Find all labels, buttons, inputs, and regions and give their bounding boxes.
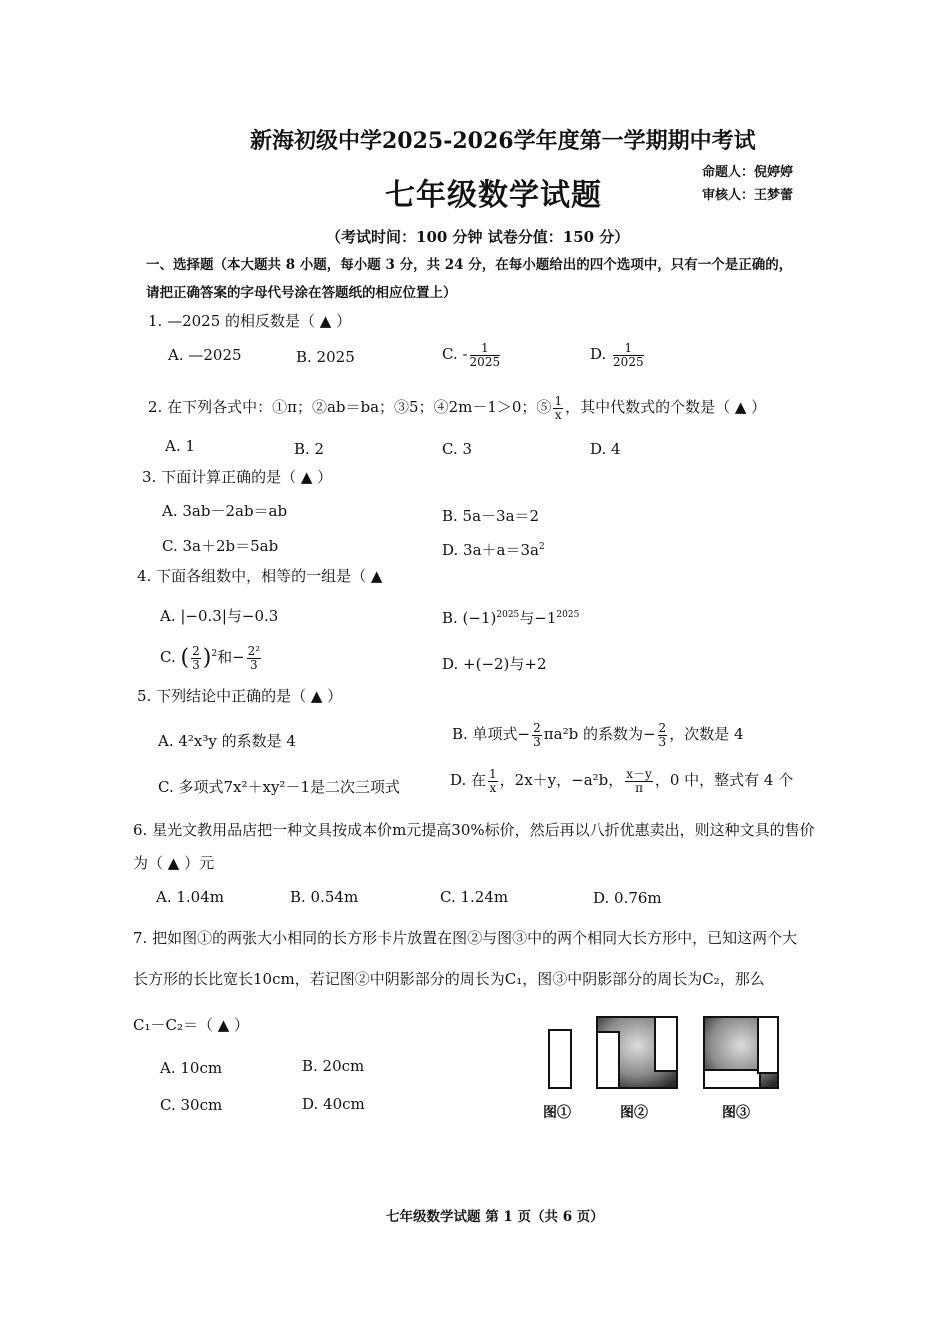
q5-option-d-pre: D. 在 — [450, 771, 487, 790]
q2-option-b: B. 2 — [294, 440, 325, 458]
q1-option-d-fraction — [613, 342, 644, 368]
fraction-denominator: 2025 — [613, 354, 644, 369]
q7-option-d: D. 40cm — [302, 1095, 365, 1113]
q4-option-c-label: C. — [160, 648, 176, 667]
fraction-denominator: 2025 — [469, 354, 501, 369]
q5-option-d-suffix: ，0 中，整式有 4 个 — [654, 771, 794, 790]
exponent: 2025 — [556, 610, 580, 620]
q4-option-b — [442, 607, 579, 628]
q4-option-c — [160, 645, 263, 671]
fraction-denominator: 3 — [533, 734, 541, 749]
q3-option-c: C. 3a＋2b＝5ab — [162, 537, 279, 555]
fraction-denominator: 3 — [192, 657, 200, 672]
q2-stem — [148, 395, 766, 421]
q6-stem-line1: 6. 星光文教用品店把一种文具按成本价m元提高30%标价，然后再以八折优惠卖出，则这种文具的售价 — [133, 821, 815, 839]
q5-option-b-suffix: ，次数是 4 — [669, 725, 744, 744]
q1-stem: 1. —2025 的相反数是（ ▲ ） — [148, 312, 352, 330]
figure1-card — [549, 1030, 571, 1088]
q3-option-d-text: D. 3a＋a＝3a — [442, 541, 539, 559]
q7-option-b: B. 20cm — [302, 1057, 365, 1075]
q1-option-b: B. 2025 — [296, 348, 355, 366]
q3-option-a: A. 3ab－2ab＝ab — [162, 502, 288, 520]
q4-stem: 4. 下面各组数中，相等的一组是（ ▲ — [137, 567, 383, 585]
q5-option-b-fraction2 — [658, 722, 668, 748]
figure3-card-bottom — [704, 1070, 760, 1088]
q7-stem-line1: 7. 把如图①的两张大小相同的长方形卡片放置在图②与图③中的两个相同大长方形中，已知这两个大 — [133, 929, 798, 947]
exponent: 2025 — [496, 610, 520, 620]
q1-option-c-fraction — [470, 342, 501, 368]
q6-option-d: D. 0.76m — [593, 889, 662, 907]
q4-option-c-fraction2 — [247, 645, 261, 671]
section-intro-line2: 请把正确答案的字母代号涂在答题纸的相应位置上） — [146, 285, 457, 301]
q5-stem: 5. 下列结论中正确的是（ ▲ ） — [137, 687, 343, 705]
fraction-denominator: 3 — [250, 657, 258, 672]
q1-option-d — [590, 342, 646, 368]
q1-option-a: A. —2025 — [168, 346, 242, 364]
left-paren-icon: ( — [180, 645, 190, 671]
q4-option-b-pre: B. (−1) — [442, 609, 497, 627]
q3-option-b: B. 5a－3a＝2 — [442, 507, 540, 525]
fraction-numerator: 2 — [658, 721, 667, 735]
figure2-label: 图② — [620, 1105, 648, 1121]
fraction-numerator: 1 — [554, 394, 563, 408]
q7-figures — [540, 1010, 790, 1095]
fraction-numerator: 2 — [533, 721, 541, 735]
exponent: 2 — [538, 542, 545, 552]
page-footer: 七年级数学试题 第 1 页（共 6 页） — [386, 1209, 604, 1225]
fraction-numerator: x－y — [626, 767, 652, 781]
q5-option-d — [450, 768, 793, 794]
fraction-numerator: 2 — [192, 644, 200, 658]
q2-fraction — [553, 395, 563, 421]
subject-title: 七年级数学试题 — [385, 178, 602, 213]
figure1-label: 图① — [543, 1105, 571, 1121]
q3-option-d — [442, 539, 545, 560]
fraction-numerator: 1 — [470, 342, 501, 356]
q5-option-c: C. 多项式7x²＋xy²－1是二次三项式 — [158, 778, 400, 796]
figure3-label: 图③ — [722, 1105, 750, 1121]
fraction-numerator: 1 — [489, 767, 497, 781]
q2-option-d: D. 4 — [590, 440, 621, 458]
right-paren-icon: ) — [202, 645, 212, 671]
q4-option-c-fraction — [191, 645, 201, 671]
q2-option-c: C. 3 — [442, 440, 473, 458]
fraction-numerator: 1 — [613, 342, 644, 356]
q5-option-d-fraction2 — [625, 768, 653, 794]
q6-option-c: C. 1.24m — [440, 888, 509, 906]
q1-option-d-label: D. — [590, 345, 607, 364]
figure2-card-right — [655, 1017, 677, 1071]
q6-option-b: B. 0.54m — [290, 888, 359, 906]
q7-stem-line2: 长方形的长比宽长10cm，若记图②中阴影部分的周长为C₁，图③中阴影部分的周长为C₂，那么 — [133, 970, 765, 988]
q7-stem-line3: C₁－C₂＝（ ▲ ） — [133, 1016, 250, 1034]
fraction-denominator: 3 — [658, 734, 667, 749]
exam-info: （考试时间：100 分钟 试卷分值：150 分） — [326, 228, 630, 246]
figure2-card-left — [597, 1032, 619, 1088]
setter: 命题人：倪婷婷 — [702, 165, 794, 180]
exponent: 2 — [211, 649, 218, 660]
fraction-denominator: x — [554, 407, 562, 422]
section-intro-line1: 一、选择题（本大题共 8 小题，每小题 3 分，共 24 分，在每小题给出的四个选项中，只有一个是正确的， — [146, 257, 793, 273]
q2-stem-prefix: 2. 在下列各式中：①π；②ab＝ba；③5；④2m－1＞0；⑤ — [148, 398, 552, 417]
figure3-card-right — [758, 1017, 778, 1073]
q4-option-b-mid: 与−1 — [519, 609, 557, 627]
fraction-numerator: 2² — [247, 644, 261, 658]
q6-stem-line2: 为（ ▲ ）元 — [133, 854, 215, 872]
q5-option-b-pre: B. 单项式− — [452, 725, 531, 744]
q7-option-a: A. 10cm — [160, 1059, 223, 1077]
q6-option-a: A. 1.04m — [156, 888, 224, 906]
q1-option-c — [442, 342, 502, 368]
q2-stem-suffix: ，其中代数式的个数是（ ▲ ） — [565, 398, 767, 417]
figure2 — [597, 1017, 677, 1088]
fraction-denominator: π — [635, 780, 643, 795]
q5-option-d-mid: ，2x＋y，−a²b， — [499, 771, 624, 790]
q7-option-c: C. 30cm — [160, 1096, 223, 1114]
q5-option-a: A. 4²x³y 的系数是 4 — [158, 732, 296, 750]
q3-stem: 3. 下面计算正确的是（ ▲ ） — [142, 468, 333, 486]
q4-option-d: D. +(−2)与+2 — [442, 655, 547, 673]
q5-option-b — [452, 722, 744, 748]
q5-option-d-fraction — [488, 768, 498, 794]
q5-option-b-fraction — [532, 722, 542, 748]
q5-option-b-mid: πa²b 的系数为− — [543, 725, 656, 744]
q4-option-c-mid: 和− — [217, 648, 245, 667]
q2-option-a: A. 1 — [165, 437, 195, 455]
reviewer: 审核人：王梦蕾 — [702, 188, 794, 203]
figure3 — [704, 1017, 778, 1088]
fraction-denominator: x — [489, 780, 497, 795]
school-title: 新海初级中学2025-2026学年度第一学期期中考试 — [250, 128, 756, 154]
q4-option-a: A. |−0.3|与−0.3 — [160, 607, 279, 625]
q1-option-c-label: C. - — [442, 345, 468, 364]
